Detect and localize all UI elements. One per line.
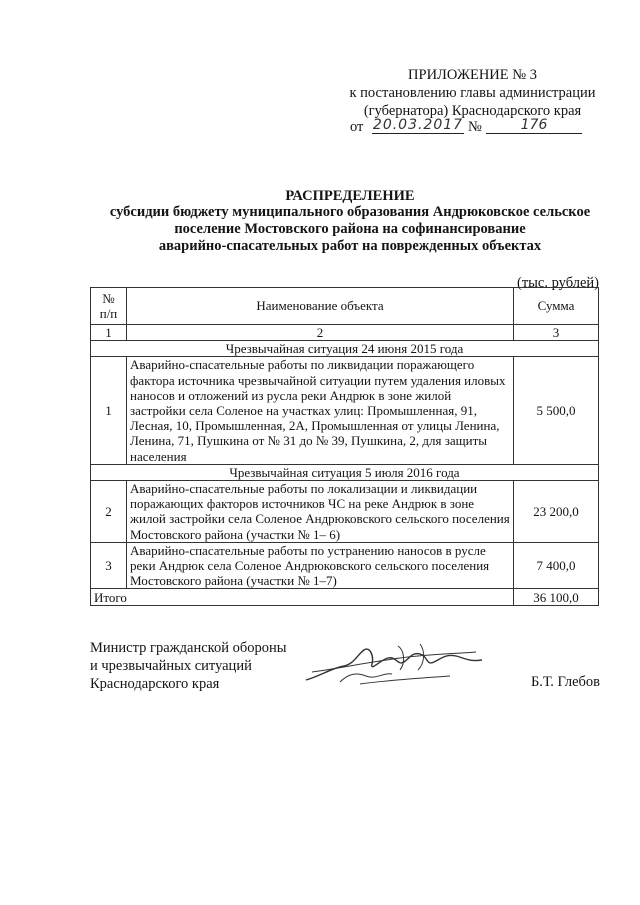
unit-label: (тыс. рублей) [517,275,599,291]
decree-date-line [350,119,610,139]
distribution-table [90,287,599,606]
row-description: Аварийно-спасательные работы по ликвидации поражающего фактора источника чрезвычайной ситуации путем удаления иловых наносов и отложений из русла реки Андрюк в зоне жилой застройки села Соленое на участках улиц: Промышленная, 91, Лесная, 10, Промышленная, 2А, Промышленная от улицы Ленина, Ленина, 71, Пушкина от № 31 до № 39, Пушкина, 2, для защиты населения [127,357,514,464]
total-sum: 36 100,0 [514,589,599,606]
appendix-title: ПРИЛОЖЕНИЕ № 3 [408,67,537,83]
row-sum: 5 500,0 [514,357,599,464]
total-label: Итого [91,589,514,606]
table-row [91,481,599,543]
signer-name: Б.Т. Глебов [530,674,600,690]
number-prefix: № [468,119,482,135]
header-name: Наименование объекта [127,288,514,325]
signatory-line-2: и чрезвычайных ситуаций [90,658,252,674]
subtitle-line-2: поселение Мостовского района на софинансирование [174,221,526,237]
row-sum: 7 400,0 [514,542,599,589]
handwritten-number: 176 [486,117,582,134]
date-prefix: от [350,119,364,135]
document-subtitle [60,204,640,255]
row-number: 3 [91,542,127,589]
index-row [91,325,599,341]
subtitle-line-3: аварийно-спасательных работ на поврежденных объектах [158,238,542,254]
table-row [91,357,599,464]
header-num-abbr: п/п [99,306,118,321]
section-row [91,464,599,480]
section-title-2015: Чрезвычайная ситуация 24 июня 2015 года [91,341,599,357]
document-title: РАСПРЕДЕЛЕНИЕ [285,188,415,204]
header-num-symbol: № [102,290,115,306]
total-row [91,589,599,606]
section-row [91,341,599,357]
appendix-line-2: (губернатора) Краснодарского края [363,103,582,119]
row-number: 1 [91,357,127,464]
row-description: Аварийно-спасательные работы по локализации и ликвидации поражающих факторов источников ЧС на реке Андрюк в зоне жилой застройки села Соленое Андрюковского сельского поселения Мостовского района (участки № 1– 6) [127,481,514,543]
handwritten-signature [300,632,490,692]
appendix-line-1: к постановлению главы администрации [349,85,596,101]
index-cell-2: 2 [127,325,514,341]
table-row [91,542,599,589]
subtitle-line-1: субсидии бюджету муниципального образования Андрюковское сельское [109,204,591,220]
signatory-line-1: Министр гражданской обороны [90,640,287,656]
header-sum: Сумма [514,288,599,325]
handwritten-date: 20.03.2017 [372,117,464,133]
index-cell-3: 3 [514,325,599,341]
section-title-2016: Чрезвычайная ситуация 5 июля 2016 года [91,464,599,480]
row-description: Аварийно-спасательные работы по устранению наносов в русле реки Андрюк села Соленое Андрюковского сельского поселения Мостовского района (участки № 1–7) [127,542,514,589]
row-number: 2 [91,481,127,543]
table-header-row [91,288,599,325]
row-sum: 23 200,0 [514,481,599,543]
index-cell-1: 1 [91,325,127,341]
signatory-line-3: Краснодарского края [90,676,220,692]
signatory-title [90,639,286,693]
header-num [91,288,127,325]
